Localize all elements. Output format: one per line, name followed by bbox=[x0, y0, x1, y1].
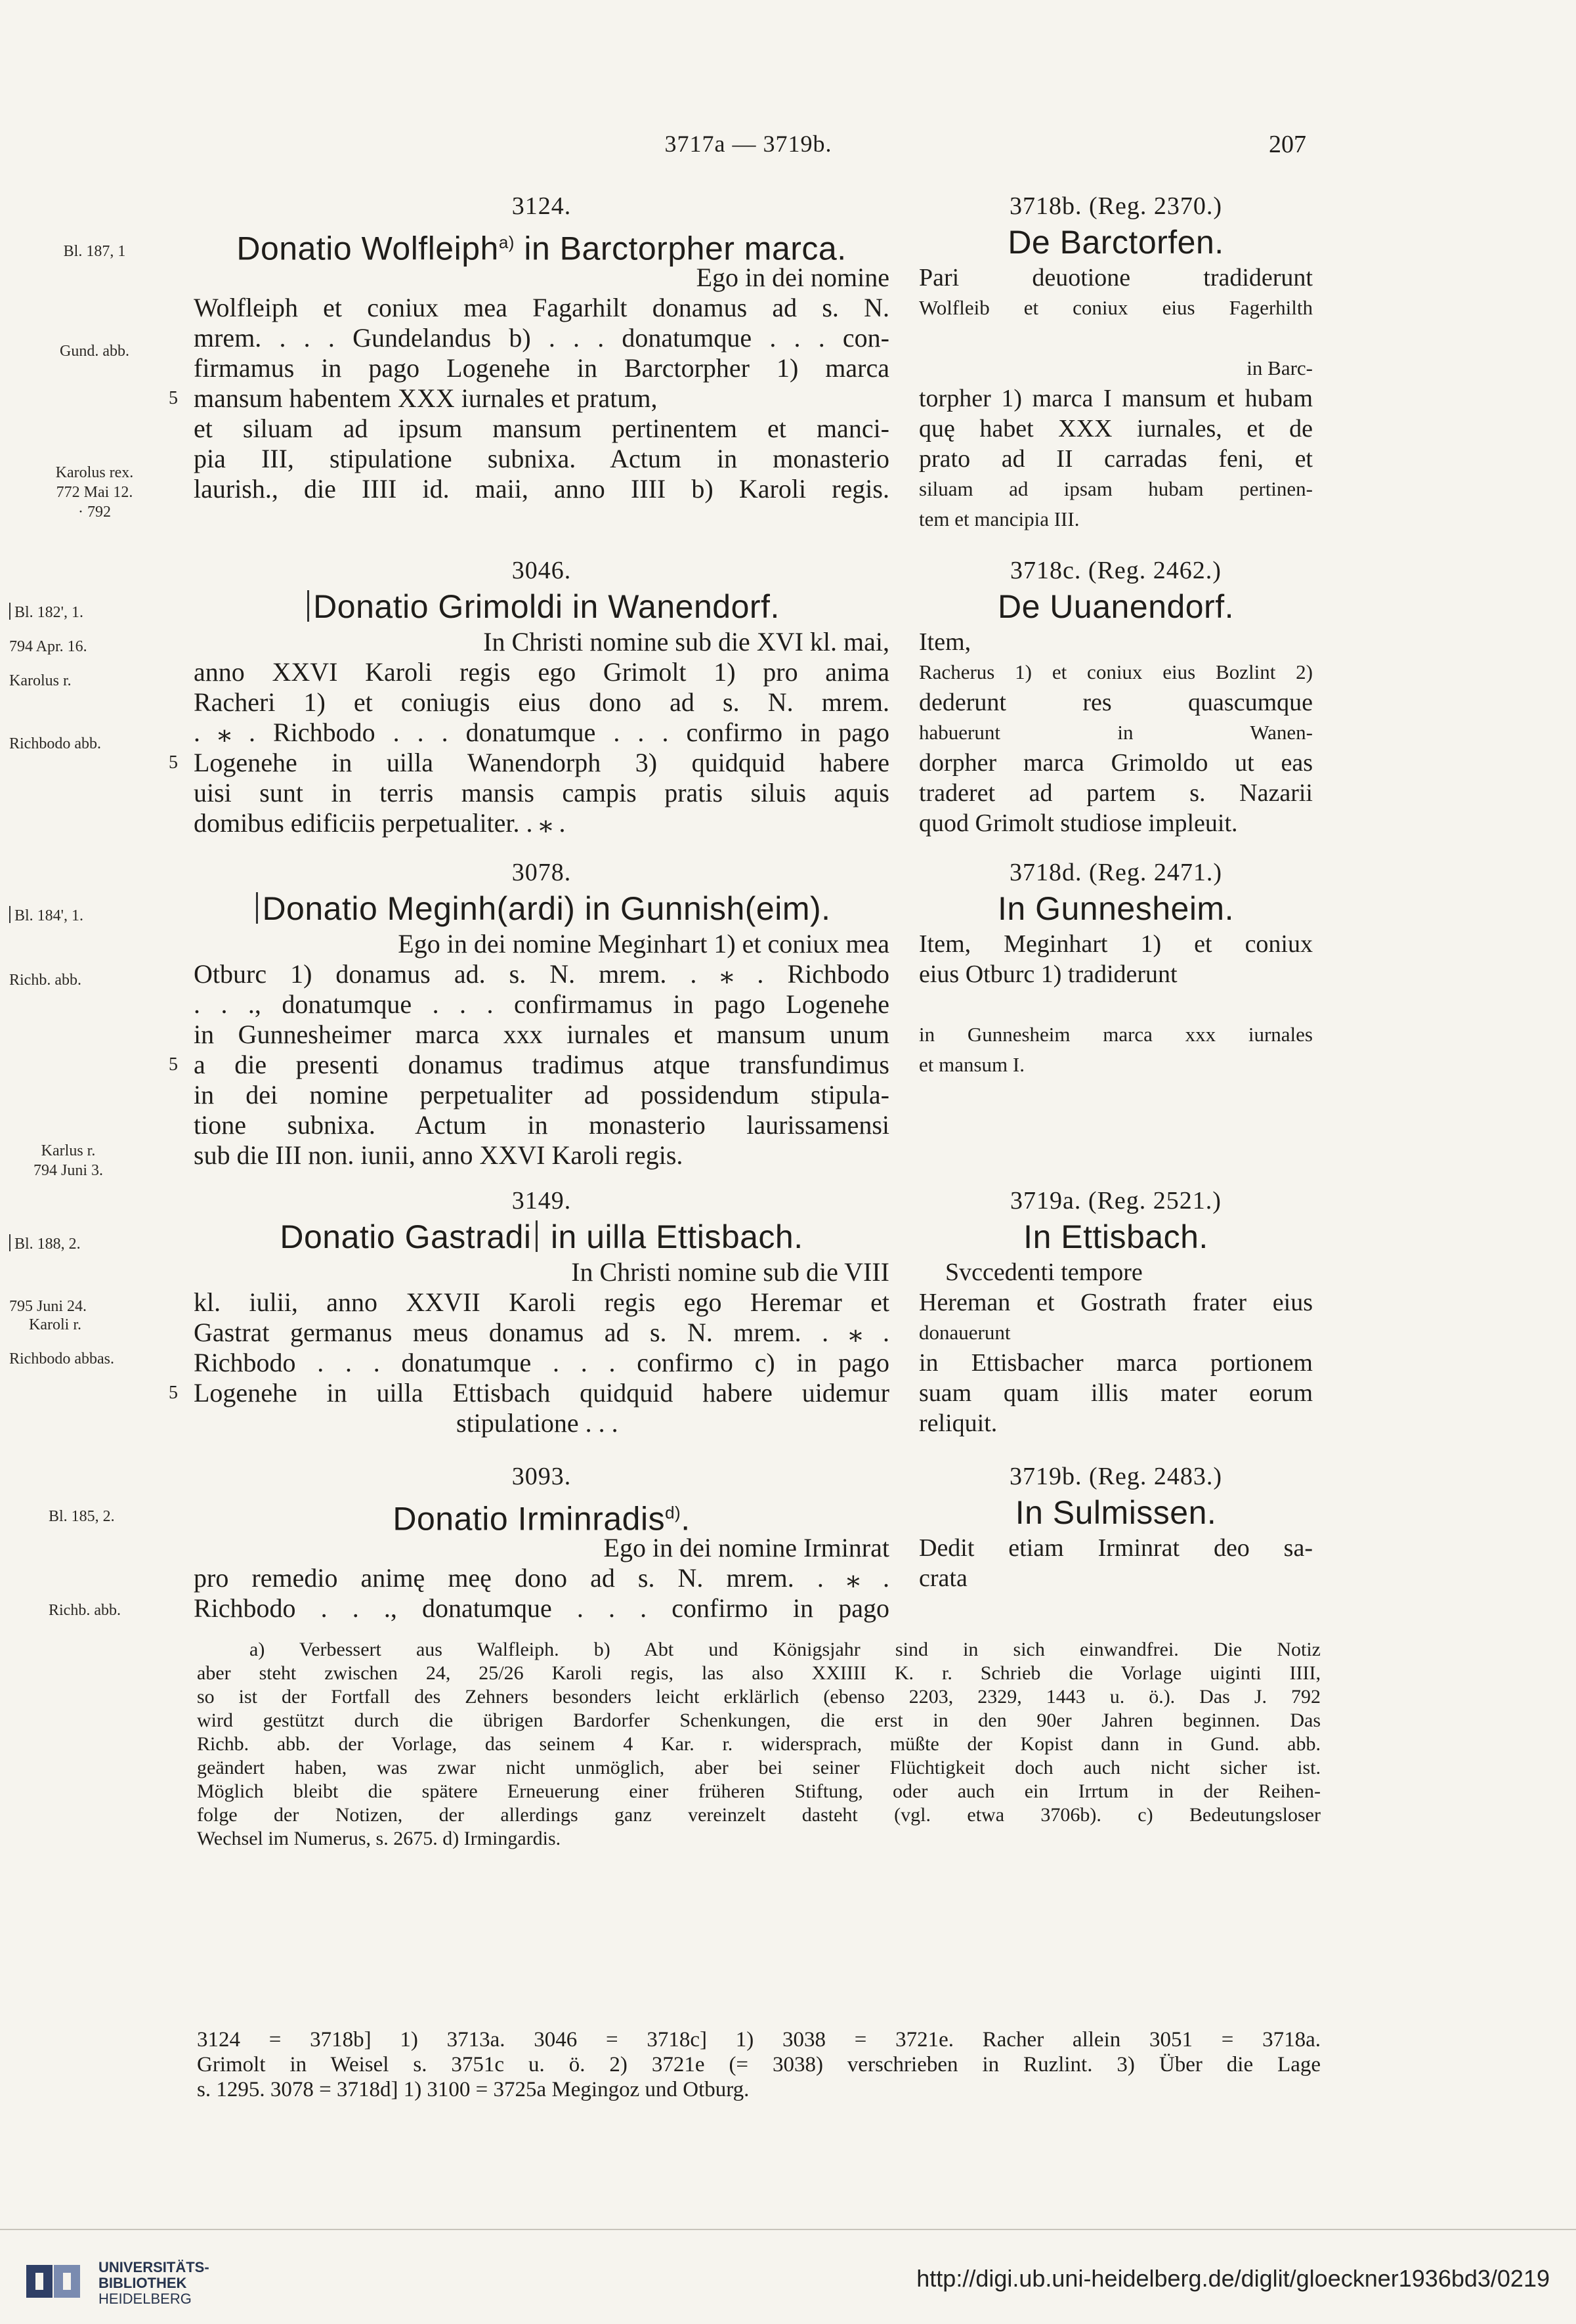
text-line: mrem. . . . Gundelandus b) . . . donatumque . . . con- bbox=[194, 323, 889, 353]
record-title: Donatio Irminradis$^{d)}$. bbox=[393, 1500, 691, 1538]
text-line: suam quam illis mater eorum bbox=[919, 1379, 1313, 1407]
margin-note: Bl. 182', 1. bbox=[9, 603, 180, 622]
text-line: Gastrat germanus meus donamus ad s. N. mrem. . ⁎ . bbox=[194, 1318, 889, 1347]
page-header bbox=[190, 130, 1306, 169]
text-line: Wolfleib et coniux eius Fagerhilth bbox=[919, 296, 1313, 319]
text-line: stipulatione . . . bbox=[456, 1408, 618, 1438]
text-line: dorpher marca Grimoldo ut eas bbox=[919, 749, 1313, 777]
text-line: Richbodo . . . donatumque . . . confirmo c) in pago bbox=[194, 1348, 889, 1377]
record-3719b bbox=[919, 1461, 1313, 1593]
text-line: in Barc- bbox=[1246, 356, 1313, 379]
footnote-line: folge der Notizen, der allerdings ganz vereinzelt dasteht (vgl. etwa 3706b). c) Bedeutungsloser bbox=[197, 1804, 1321, 1826]
margin-note: · 792 bbox=[78, 504, 111, 521]
text-line: et siluam ad ipsum mansum pertinentem et manci- bbox=[194, 414, 889, 443]
record-number: 3719a. (Reg. 2521.) bbox=[1010, 1187, 1222, 1215]
margin-note: Karlus r. bbox=[41, 1142, 96, 1159]
text-line: prato ad II carradas feni, et bbox=[919, 445, 1313, 473]
margin-note: Richb. abb. bbox=[49, 1602, 121, 1619]
text-line: Otburc 1) donamus ad. s. N. mrem. . ⁎ . Richbodo bbox=[194, 959, 889, 989]
record-number: 3046. bbox=[511, 557, 572, 584]
text-line: habuerunt in Wanen- bbox=[919, 721, 1313, 744]
text-line: uisi sunt in terris mansis campis pratis siluis aquis bbox=[194, 778, 889, 807]
text-line: domibus edificiis perpetualiter. . ⁎ . bbox=[194, 808, 566, 838]
text-line: Pari deuotione tradiderunt bbox=[919, 264, 1313, 291]
record-title: In Gunnesheim. bbox=[998, 890, 1234, 927]
text-line: in Ettisbacher marca portionem bbox=[919, 1349, 1313, 1377]
record-text bbox=[169, 1257, 889, 1438]
concordance-line: Grimolt in Weisel s. 3751c u. ö. 2) 3721e (= 3038) verschrieben in Ruzlint. 3) Über die Lage bbox=[197, 2053, 1321, 2077]
margin-note: Richb. abb. bbox=[9, 972, 81, 989]
text-line: crata bbox=[919, 1564, 968, 1592]
record-text bbox=[919, 263, 1313, 534]
record-title: Donatio Wolfleiph$^{a)}$ in Barctorpher marca. bbox=[236, 230, 847, 267]
record-text bbox=[169, 263, 889, 504]
source-url-link[interactable]: http://digi.ub.uni-heidelberg.de/diglit/gloeckner1936bd3/0219 bbox=[916, 2265, 1550, 2292]
text-line: . . ., donatumque . . . confirmamus in pago Logenehe bbox=[194, 989, 889, 1019]
text-line: pro remedio animę meę dono ad s. N. mrem. . ⁎ . bbox=[194, 1563, 889, 1593]
margin-note: Richbodo abbas. bbox=[9, 1350, 114, 1367]
record-text bbox=[919, 1257, 1313, 1438]
margin-note: 794 Juni 3. bbox=[33, 1162, 103, 1179]
record-3718d bbox=[919, 857, 1313, 1080]
text-line: eius Otburc 1) tradiderunt bbox=[919, 960, 1178, 988]
text-line: donauerunt bbox=[919, 1321, 1011, 1344]
footnote-line: wird gestützt durch die übrigen Bardorfer Schenkungen, die erst in den 90er Jahren beginnen. Das bbox=[197, 1710, 1321, 1731]
text-line: laurish., die IIII id. maii, anno IIII b) Karoli regis. bbox=[194, 474, 889, 504]
footnote-line: so ist der Fortfall des Zehners besonders leicht erklärlich (ebenso 2203, 2329, 1443 u. ö.). Das J. 792 bbox=[197, 1686, 1321, 1708]
margin-note: Karoli r. bbox=[29, 1316, 81, 1333]
footnote-line: Wechsel im Numerus, s. 2675. d) Irmingardis. bbox=[197, 1828, 561, 1849]
line-number: 5 bbox=[169, 752, 178, 773]
text-line: quod Grimolt studiose impleuit. bbox=[919, 809, 1238, 837]
text-line: Ego in dei nomine Meginhart 1) et coniux mea bbox=[398, 929, 889, 958]
footer-divider bbox=[0, 2229, 1576, 2230]
page-range: 3717a — 3719b. bbox=[664, 131, 832, 157]
text-line: Svccedenti tempore bbox=[945, 1259, 1143, 1286]
margin-note: Gund. abb. bbox=[60, 343, 129, 360]
text-line: . ⁎ . Richbodo . . . donatumque . . . confirmo in pago bbox=[194, 718, 889, 747]
text-line: sub die III non. iunii, anno XXVI Karoli regis. bbox=[194, 1140, 683, 1170]
footnote-line: Möglich bleibt die spätere Erneuerung einer früheren Stiftung, oder auch ein Irrtum in der Reihen- bbox=[197, 1780, 1321, 1802]
text-line: Dedit etiam Irminrat deo sa- bbox=[919, 1534, 1313, 1562]
page-number: 207 bbox=[1269, 131, 1306, 158]
record-number: 3093. bbox=[511, 1463, 572, 1490]
margin-note: Richbodo abb. bbox=[9, 735, 101, 752]
library-logo-icon bbox=[24, 2258, 89, 2304]
text-line: reliquit. bbox=[919, 1409, 998, 1437]
text-line: Item, bbox=[919, 628, 971, 656]
footnote-line: Richb. abb. der Vorlage, das seinem 4 Kar. r. widersprach, müßte der Kopist dann in Gund. abb. bbox=[197, 1733, 1321, 1755]
text-line: quę habet XXX iurnales, et de bbox=[919, 415, 1313, 442]
record-title: Donatio Grimoldi in Wanendorf. bbox=[194, 586, 889, 627]
margin-note: Karolus r. bbox=[9, 672, 72, 689]
separator-bar bbox=[536, 1220, 538, 1252]
record-number: 3719b. (Reg. 2483.) bbox=[1009, 1463, 1223, 1490]
record-title: In Sulmissen. bbox=[1015, 1494, 1217, 1531]
text-line: dederunt res quascumque bbox=[919, 689, 1313, 716]
record-title: Donatio Meginh(ardi) in Gunnish(eim). bbox=[194, 888, 889, 929]
text-line: Ego in dei nomine bbox=[696, 263, 889, 292]
concordance-line: 3124 = 3718b] 1) 3713a. 3046 = 3718c] 1) 3038 = 3721e. Racher allein 3051 = 3718a. bbox=[197, 2028, 1321, 2052]
record-number: 3124. bbox=[511, 192, 572, 220]
library-name: UNIVERSITÄTS- BIBLIOTHEK HEIDELBERG bbox=[98, 2259, 209, 2307]
text-line: siluam ad ipsam hubam pertinen- bbox=[919, 477, 1313, 500]
record-title: De Uuanendorf. bbox=[997, 588, 1234, 625]
margin-note: Bl. 187, 1 bbox=[63, 243, 126, 260]
text-line: tem et mancipia III. bbox=[919, 507, 1080, 530]
text-line: tione subnixa. Actum in monasterio laurissamensi bbox=[194, 1110, 889, 1140]
line-number: 5 bbox=[169, 1383, 178, 1403]
text-line bbox=[919, 323, 1313, 353]
text-line: Racherus 1) et coniux eius Bozlint 2) bbox=[919, 660, 1313, 683]
text-line: In Christi nomine sub die XVI kl. mai, bbox=[483, 627, 889, 656]
record-text bbox=[919, 929, 1313, 1080]
record-title: Donatio Gastradi in uilla Ettisbach. bbox=[280, 1218, 803, 1255]
text-line: in Gunnesheim marca xxx iurnales bbox=[919, 1023, 1313, 1046]
margin-note: 794 Apr. 16. bbox=[9, 638, 87, 655]
record-3718c bbox=[919, 555, 1313, 838]
text-line: Richbodo . . ., donatumque . . . confirmo in pago bbox=[194, 1593, 889, 1623]
text-line: 5 Logenehe in uilla Ettisbach quidquid habere uidemur bbox=[169, 1378, 889, 1408]
margin-note: Bl. 185, 2. bbox=[49, 1508, 115, 1525]
text-line: 5 Logenehe in uilla Wanendorph 3) quidquid habere bbox=[169, 748, 889, 777]
record-number: 3718c. (Reg. 2462.) bbox=[1010, 557, 1222, 584]
record-3149 bbox=[169, 1185, 889, 1438]
line-number: 5 bbox=[169, 388, 178, 408]
record-3046 bbox=[169, 555, 889, 838]
text-line: pia III, stipulatione subnixa. Actum in monasterio bbox=[194, 444, 889, 473]
margin-note: Bl. 184', 1. bbox=[9, 906, 180, 926]
concordance-notes bbox=[197, 2027, 1321, 2102]
text-line: Wolfleiph et coniux mea Fagarhilt donamus ad s. N. bbox=[194, 293, 889, 322]
separator-bar bbox=[307, 590, 309, 622]
record-number: 3718d. (Reg. 2471.) bbox=[1009, 859, 1223, 886]
margin-note: Karolus rex. bbox=[55, 464, 134, 481]
text-line: anno XXVI Karoli regis ego Grimolt 1) pro anima bbox=[194, 657, 889, 687]
footnote-line: a) Verbessert aus Walfleiph. b) Abt und Königsjahr sind in sich einwandfrei. Die Notiz bbox=[249, 1639, 1321, 1660]
separator-bar bbox=[256, 892, 258, 924]
text-line: kl. iulii, anno XXVII Karoli regis ego Heremar et bbox=[194, 1287, 889, 1317]
text-line: Ego in dei nomine Irminrat bbox=[603, 1533, 889, 1562]
text-line: Item, Meginhart 1) et coniux bbox=[919, 930, 1313, 958]
record-text bbox=[169, 627, 889, 838]
text-line: firmamus in pago Logenehe in Barctorpher 1) marca bbox=[194, 353, 889, 383]
record-title: In Ettisbach. bbox=[1023, 1218, 1208, 1255]
record-text bbox=[194, 1533, 889, 1624]
text-line: Hereman et Gostrath frater eius bbox=[919, 1289, 1313, 1316]
record-number: 3718b. (Reg. 2370.) bbox=[1009, 192, 1223, 220]
text-line: 5 mansum habentem XXX iurnales et pratum, bbox=[169, 383, 658, 413]
footnotes bbox=[197, 1638, 1321, 1851]
record-number: 3078. bbox=[511, 859, 572, 886]
record-3078 bbox=[169, 857, 889, 1171]
concordance-line: s. 1295. 3078 = 3718d] 1) 3100 = 3725a Megingoz und Otburg. bbox=[197, 2078, 750, 2101]
text-line: 5 a die presenti donamus tradimus atque transfundimus bbox=[169, 1050, 889, 1079]
record-3718b bbox=[919, 190, 1313, 534]
line-number: 5 bbox=[169, 1054, 178, 1075]
record-3093 bbox=[194, 1461, 889, 1624]
margin-note: Bl. 188, 2. bbox=[9, 1234, 180, 1254]
record-3719a bbox=[919, 1185, 1313, 1438]
text-line: Racheri 1) et coniugis eius dono ad s. N. mrem. bbox=[194, 687, 889, 717]
text-line bbox=[919, 989, 1313, 1020]
record-3124 bbox=[169, 190, 889, 504]
text-line: traderet ad partem s. Nazarii bbox=[919, 779, 1313, 807]
record-text bbox=[919, 1533, 1313, 1593]
record-title: De Barctorfen. bbox=[1008, 224, 1224, 261]
text-line: in dei nomine perpetualiter ad possidendum stipula- bbox=[194, 1080, 889, 1109]
record-text bbox=[919, 627, 1313, 838]
record-number: 3149. bbox=[511, 1187, 572, 1215]
text-line: torpher 1) marca I mansum et hubam bbox=[919, 385, 1313, 412]
footnote-line: geändert haben, was zwar nicht unmöglich, aber bei seiner Flüchtigkeit doch auch nicht sicher ist. bbox=[197, 1757, 1321, 1778]
text-line: et mansum I. bbox=[919, 1053, 1025, 1076]
text-line: in Gunnesheimer marca xxx iurnales et mansum unum bbox=[194, 1020, 889, 1049]
text-line: In Christi nomine sub die VIII bbox=[571, 1257, 889, 1287]
record-text bbox=[169, 929, 889, 1171]
margin-note: 795 Juni 24. bbox=[9, 1298, 87, 1315]
margin-note: 772 Mai 12. bbox=[56, 484, 133, 501]
footnote-line: aber steht zwischen 24, 25/26 Karoli regis, las also XXIIII K. r. Schrieb die Vorlage uiginti IIII, bbox=[197, 1662, 1321, 1684]
